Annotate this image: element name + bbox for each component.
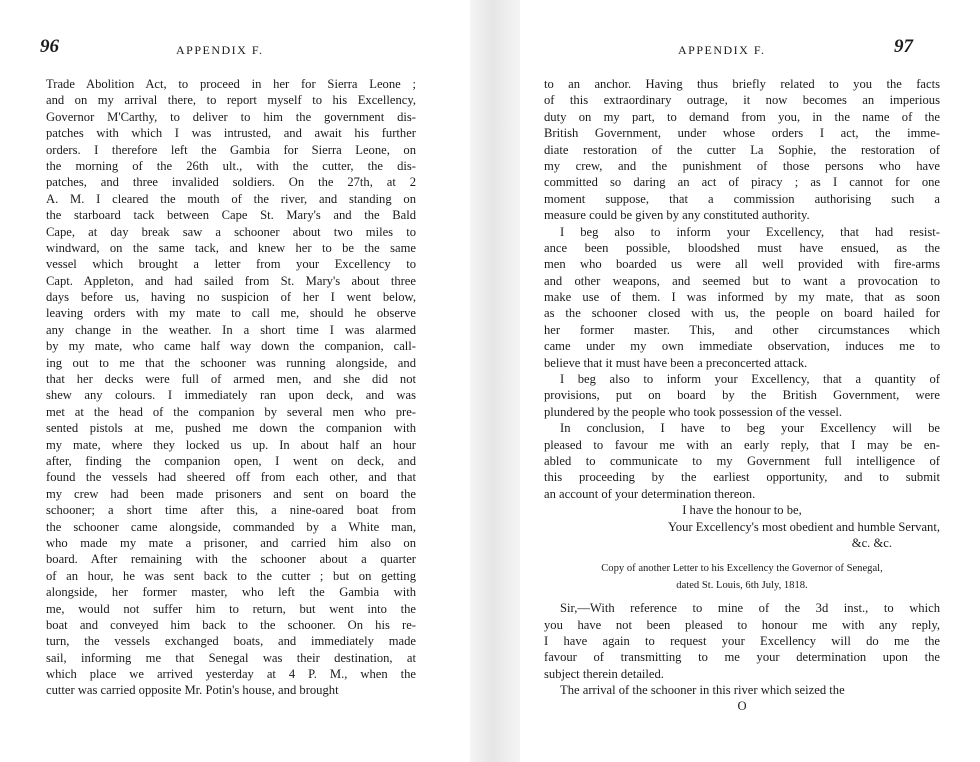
left-page-header — [0, 36, 470, 62]
text-line: subject therein detailed. — [544, 666, 664, 681]
paragraph — [544, 600, 940, 682]
text-line: British Government, under whose orders I act, the imme- — [544, 126, 940, 141]
right-page — [520, 0, 970, 762]
text-line: cutter was carried opposite Mr. Potin's house, and brought — [46, 683, 339, 698]
running-head: APPENDIX F. — [678, 43, 766, 57]
text-line: my crew, and the punishment of those persons who have — [544, 158, 940, 173]
text-line: Governor M'Carthy, to deliver to him the government dis- — [46, 109, 416, 124]
closing-honour: I have the honour to be, — [682, 503, 802, 518]
text-line: sail, informing me that Senegal was their destination, at — [46, 650, 416, 665]
text-line: met at the head of the companion by several men who pre- — [46, 404, 416, 419]
text-line: my mate, where they locked us up. In about half an hour — [46, 437, 416, 452]
text-line: diate restoration of the cutter La Sophie, the restoration of — [544, 142, 940, 157]
text-line: alongside, her former master, who left the Gambia with — [46, 585, 416, 600]
text-line: In conclusion, I have to beg your Excellency will be — [560, 421, 940, 436]
text-line: after, finding the companion open, I went on deck, and — [46, 453, 416, 468]
text-line: the schooner came alongside, commanded by a White man, — [46, 519, 416, 534]
text-line: believe that it must have been a preconcerted attack. — [544, 355, 808, 370]
letter-caption: Copy of another Letter to his Excellency the Governor of Senegal, — [601, 563, 883, 575]
text-line: sented pistols at me, pushed me down the companion with — [46, 421, 416, 436]
paragraph — [544, 682, 940, 698]
page-number: 97 — [894, 36, 913, 57]
text-line: measure could be given by any constituted authority. — [544, 208, 810, 223]
text-line: and on my arrival there, to report myself to his Excellency, — [46, 93, 416, 108]
text-line: board. After remaining with the schooner about a quarter — [46, 552, 416, 567]
text-line: leaving orders with my mate to call me, should he observe — [46, 306, 416, 321]
text-line: I beg also to inform your Excellency, that a quantity of — [560, 372, 940, 387]
text-line: plundered by the people who took possession of the vessel. — [544, 404, 843, 419]
text-line: patches, and three invalided soldiers. On the 27th, at 2 — [46, 175, 416, 190]
text-line: Capt. Appleton, and had sailed from St. Mary's about three — [46, 273, 416, 288]
text-line: schooner; a short time after this, a nine-oared boat from — [46, 503, 416, 518]
paragraph — [544, 224, 940, 372]
text-line: days before us, having no suspicion of her I went below, — [46, 290, 416, 305]
left-page — [0, 0, 470, 762]
text-line: an account of your determination thereon. — [544, 486, 756, 501]
text-line: orders. I therefore left the Gambia for Sierra Leone, on — [46, 142, 416, 157]
text-line: who made my mate a prisoner, and carried him also on — [46, 535, 416, 550]
text-line: favour of transmitting to me your determination upon the — [544, 650, 940, 665]
running-head: APPENDIX F. — [176, 43, 264, 57]
letter-caption-date: dated St. Louis, 6th July, 1818. — [676, 579, 808, 591]
paragraph — [544, 76, 940, 224]
page-number: 96 — [40, 36, 59, 57]
signature-mark: O — [737, 699, 747, 714]
text-line: windward, on the same tack, and knew her to be the same — [46, 240, 416, 255]
text-line: came under my own immediate observation, induces me to — [544, 339, 940, 354]
text-line: of this extraordinary outrage, it now becomes an imperious — [544, 93, 940, 108]
text-line: ing out to me that the schooner was running alongside, and — [46, 355, 416, 370]
text-line: abled to communicate to my Government full intelligence of — [544, 453, 940, 468]
text-line: by my mate, who came half way down the companion, call- — [46, 339, 416, 354]
text-line: turn, the vessels exchanged boats, and immediately made — [46, 634, 416, 649]
text-line: make use of them. I was informed by my mate, that as soon — [544, 290, 940, 305]
text-line: her former master. This, and other circumstances which — [544, 322, 940, 337]
text-line: vessel which brought a letter from your Excellency to — [46, 257, 416, 272]
text-line: the starboard tack between Cape St. Mary's and the Bald — [46, 208, 416, 223]
text-line: the morning of the 26th ult., with the cutter, the dis- — [46, 158, 416, 173]
book-gutter — [470, 0, 520, 762]
text-line: The arrival of the schooner in this river which seized the — [560, 683, 845, 698]
text-line: as the schooner closed with us, the people on board hailed for — [544, 306, 940, 321]
left-page-text — [46, 76, 416, 699]
text-line: you have not been pleased to honour me with any reply, — [544, 617, 940, 632]
text-line: of an hour, he was sent back to the cutter ; but on getting — [46, 568, 416, 583]
text-line: any change in the weather. In a short time I was alarmed — [46, 322, 416, 337]
text-line: provisions, put on board by the British Government, were — [544, 388, 940, 403]
right-page-text — [544, 76, 940, 715]
text-line: and other weapons, and seemed but to want a provocation to — [544, 273, 940, 288]
right-page-header — [520, 36, 970, 62]
text-line: me, would not suffer him to return, but went into the — [46, 601, 416, 616]
text-line: boat and conveyed him back to the schooner. On his re- — [46, 617, 416, 632]
paragraph — [544, 371, 940, 420]
text-line: pleased to favour me with an early reply, that I may be en- — [544, 437, 940, 452]
text-line: Trade Abolition Act, to proceed in her for Sierra Leone ; — [46, 77, 416, 91]
text-line: this proceeding by the earliest opportunity, and to submit — [544, 470, 940, 485]
text-line: moment suppose, that a commission authorising such a — [544, 191, 940, 206]
text-line: Sir,—With reference to mine of the 3d inst., to which — [560, 601, 940, 616]
closing-servant: Your Excellency's most obedient and humble Servant, — [667, 519, 940, 534]
text-line: ance been possible, bloodshed must have ensued, as the — [544, 240, 940, 255]
text-line: I beg also to inform your Excellency, that had resist- — [560, 224, 940, 239]
text-line: which place we arrived yesterday at 4 P. M., when the — [46, 667, 416, 682]
text-line: patches with which I was intrusted, and await his further — [46, 126, 416, 141]
text-line: A. M. I cleared the mouth of the river, and standing on — [46, 191, 416, 206]
text-line: shew any colours. I immediately ran upon deck, and was — [46, 388, 416, 403]
text-line: to an anchor. Having thus briefly related to you the facts — [544, 77, 940, 91]
paragraph — [544, 420, 940, 502]
text-line: duty on my part, to demand from you, in the name of the — [544, 109, 940, 124]
text-line: found the vessels had sheered off from each other, and that — [46, 470, 416, 485]
text-line: I have again to request your Excellency will do me the — [544, 633, 940, 648]
text-line: committed so daring an act of piracy ; as I cannot for one — [544, 175, 940, 190]
text-line: that her decks were full of armed men, and she did not — [46, 372, 416, 387]
text-line: Cape, at day break saw a schooner about two miles to — [46, 224, 416, 239]
closing-etc: &c. &c. — [851, 535, 892, 550]
text-line: my crew had been made prisoners and sent on board the — [46, 486, 416, 501]
text-line: men who boarded us were all well provided with fire-arms — [544, 257, 940, 272]
